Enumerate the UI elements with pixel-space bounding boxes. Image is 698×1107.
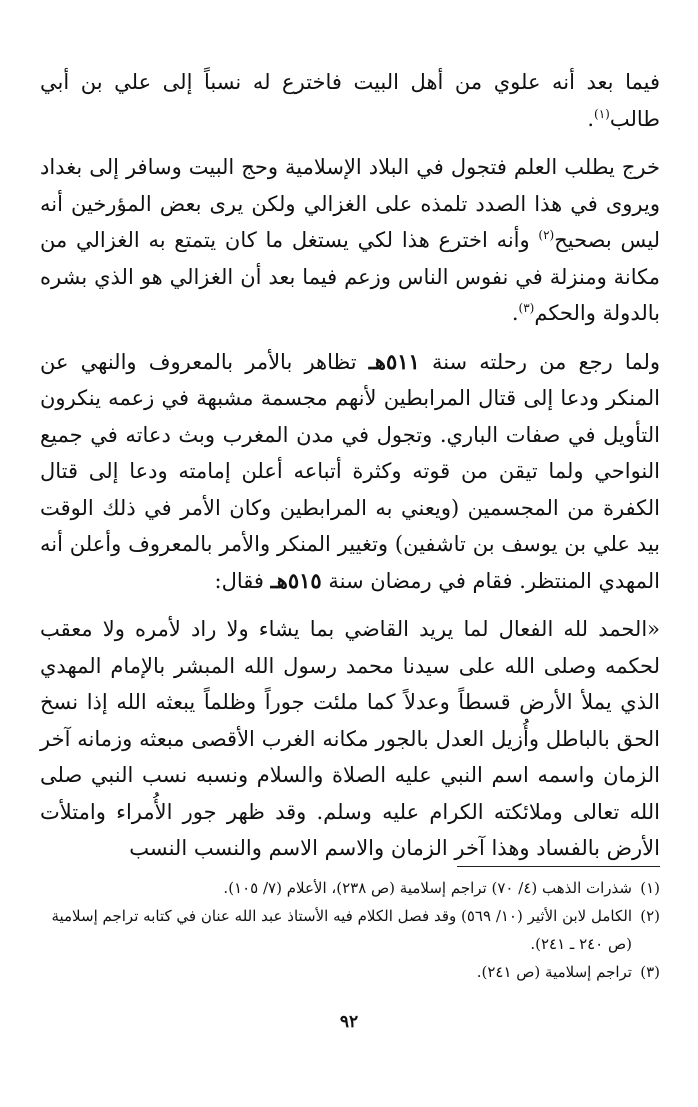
footnote-number: (١) — [640, 879, 660, 897]
date-value: ٥١١هـ — [368, 348, 420, 374]
paragraph — [40, 344, 660, 600]
paragraph — [40, 64, 660, 137]
page-number: ٩٢ — [339, 1012, 359, 1032]
text-run: «الحمد لله الفعال لما يريد القاضي بما يشاء ولا راد لأمره ولا معقب لحكمه وصلى الله على سيدنا محمد رسول الله المبشر بالإمام المهدي الذي يملأ الأرض قسطاً وعدلاً كما ملئت جوراً وظلماً يبعثه الله إذا نسخ الحق بالباطل وأُزيل العدل بالجور مكانه الغرب الأقصى مبعثه وزمانه آخر الزمان واسمه اسم النبي عليه الصلاة والسلام ونسبه نسب النبي صلى الله تعالى وملائكته الكرام عليه وسلم. وقد ظهر جور الأُمراء وامتلأت الأرض بالفساد وهذا آخر الزمان والاسم الاسم والنسب النسب — [40, 617, 660, 860]
text-run: وأنه اخترع هذا لكي يستغل ما كان يتمتع به الغزالي من مكانة ومنزلة في نفوس الناس وزعم فيما بعد أن الغزالي هو الذي بشره بالدولة والحكم — [40, 228, 660, 325]
text-run: تظاهر بالأمر بالمعروف والنهي عن المنكر ودعا إلى قتال المرابطين لأنهم مجسمة مشبهة في زعمه ينكرون التأويل في صفات الباري. وتجول في مدن المغرب وبث دعاته في جميع النواحي ولما تيقن من قوته وكثرة أتباعه أعلن إمامته ودعا إلى قتال الكفرة من المجسمين (ويعني به المرابطين وكان الأمر في ذلك الوقت بيد علي بن يوسف بن تاشفين) وتغيير المنكر والأمر بالمعروف وأعلن أنه المهدي المنتظر. فقام في رمضان سنة — [40, 349, 660, 593]
date-value: ٥١٥هـ — [270, 567, 322, 593]
footnote-number: (٢) — [640, 907, 660, 925]
footnote-text: شذرات الذهب (٤/ ٧٠) تراجم إسلامية (ص ٢٣٨)، الأعلام (٧/ ١٠٥). — [223, 879, 632, 897]
footnote-marker: (٣) — [518, 301, 535, 315]
footnote-number: (٣) — [640, 963, 660, 981]
footnote-marker: (٢) — [538, 228, 555, 242]
footnote-divider — [457, 866, 660, 867]
footnote — [36, 902, 660, 958]
text-run: فقال: — [214, 568, 271, 593]
text-run: . — [587, 106, 595, 131]
body-text — [40, 64, 660, 867]
paragraph — [40, 149, 660, 332]
text-run: ولما رجع من رحلته سنة — [419, 349, 660, 374]
footnote — [36, 874, 660, 902]
text-run: فيما بعد أنه علوي من أهل البيت فاخترع له نسباً إلى علي بن أبي طالب — [40, 70, 660, 131]
text-run: خرج يطلب العلم فتجول في البلاد الإسلامية وحج البيت وسافر إلى بغداد ويروى في هذا الصدد تلمذه على الغزالي ولكن يرى بعض المؤرخين أنه ليس بصحيح — [40, 155, 661, 252]
footnote-text: تراجم إسلامية (ص ٢٤١). — [476, 963, 632, 981]
footnote-marker: (١) — [594, 106, 610, 121]
text-run: . — [511, 301, 519, 325]
footnote — [36, 958, 660, 986]
footnote-text: الكامل لابن الأثير (١٠/ ٥٦٩) وقد فصل الكلام فيه الأستاذ عبد الله عنان في كتابه تراجم إسلامية (ص ٢٤٠ ـ ٢٤١). — [51, 907, 632, 953]
footnotes — [36, 874, 660, 986]
paragraph — [40, 611, 660, 867]
